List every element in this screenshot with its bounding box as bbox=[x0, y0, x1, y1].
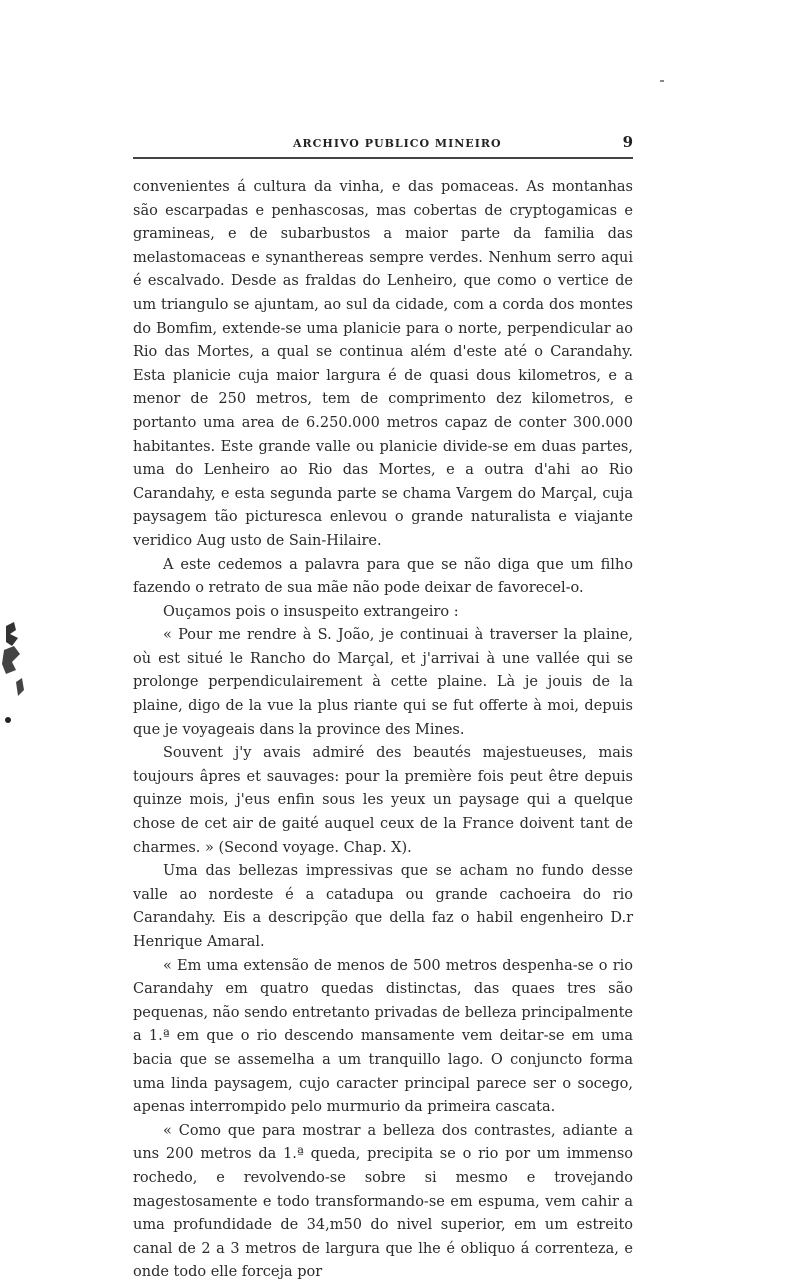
page-number: 9 bbox=[622, 133, 633, 151]
running-head: ARCHIVO PUBLICO MINEIRO bbox=[293, 137, 502, 150]
paragraph-3: Ouçamos pois o insuspeito extrangeiro : bbox=[163, 603, 459, 620]
paragraph-4: « Pour me rendre à S. João, je continuai à traverser la plaine, où est situé le Rancho do Marçal, et j'arrivai à une vallée qui se prolonge perpendiculairement à cette plaine. Là je jouis de la plaine, digo de la vue la plus riante qui se fut offerte à moi, depuis que je voyageais dans la province des Mines. bbox=[133, 627, 633, 738]
paragraph-5: Souvent j'y avais admiré des beautés majestueuses, mais toujours âpres et sauvages: pour la première fois peut être depuis quinze mois, j'eus enfin sous les yeux un paysage qui a quelque chose de cet air de gaité auquel ceux de la France doivent tant de charmes. » (Second voyage. Chap. X). bbox=[133, 745, 633, 856]
scan-speck bbox=[660, 80, 664, 82]
paragraph-2: A este cedemos a palavra para que se não diga que um filho fazendo o retrato de sua mãe não pode deixar de favorecel-o. bbox=[133, 556, 633, 597]
header-rule bbox=[133, 157, 633, 159]
paragraph-6: Uma das bellezas impressivas que se acham no fundo desse valle ao nordeste é a catadupa ou grande cachoeira do rio Carandahy. Eis a descripção que della faz o habil engenheiro D.r Henrique Amaral. bbox=[133, 863, 633, 950]
paragraph-1: convenientes á cultura da vinha, e das pomaceas. As montanhas são escarpadas e penhascosas, mas cobertas de cryptogamicas e gramineas, e de subarbustos a maior parte da familia das melastomaceas e synanthereas sempre verdes. Nenhum serro aqui é escalvado. Desde as fraldas do Lenheiro, que como o vertice de um triangulo se ajuntam, ao sul da cidade, com a corda dos montes do Bomfim, extende-se uma planicie para o norte, perpendicular ao Rio das Mortes, a qual se continua além d'este até o Carandahy. Esta planicie cuja maior largura é de quasi dous kilometros, e a menor de 250 metros, tem de comprimento dez kilometros, e portanto uma area de 6.250.000 metros capaz de conter 300.000 habitantes. Este grande valle ou planicie divide-se em duas partes, uma do Lenheiro ao Rio das Mortes, e a outra d'ahi ao Rio Carandahy, e esta segunda parte se chama Vargem do Marçal, cuja paysagem tão picturesca enlevou o grande naturalista e viajante veridico Aug usto de Sain-Hilaire. bbox=[133, 179, 633, 549]
ornament-dot bbox=[5, 717, 11, 723]
ornament-leaf-top bbox=[6, 622, 18, 646]
ornament-leaf-middle bbox=[2, 646, 20, 674]
margin-ornament bbox=[0, 620, 32, 740]
paragraph-7: « Em uma extensão de menos de 500 metros despenha-se o rio Carandahy em quatro quedas distinctas, das quaes tres são pequenas, não sendo entretanto privadas de belleza principalmente a 1.ª em que o rio descendo mansamente vem deitar-se em uma bacia que se assemelha a um tranquillo lago. O conjuncto forma uma linda paysagem, cujo caracter principal parece ser o socego, apenas interrompido pelo murmurio da primeira cascata. bbox=[133, 957, 633, 1116]
page-header bbox=[133, 133, 633, 155]
paragraph-8: « Como que para mostrar a belleza dos contrastes, adiante a uns 200 metros da 1.ª queda, precipita se o rio por um immenso rochedo, e revolvendo-se sobre si mesmo e trovejando magestosamente e todo transformando-se em espuma, vem cahir a uma profundidade de 34,m50 do nivel superior, em um estreito canal de 2 a 3 metros de largura que lhe é obliquo á correnteza, e onde todo elle forceja por bbox=[133, 1122, 633, 1281]
body-text bbox=[133, 176, 633, 1285]
ornament-leaf-small bbox=[16, 678, 24, 696]
